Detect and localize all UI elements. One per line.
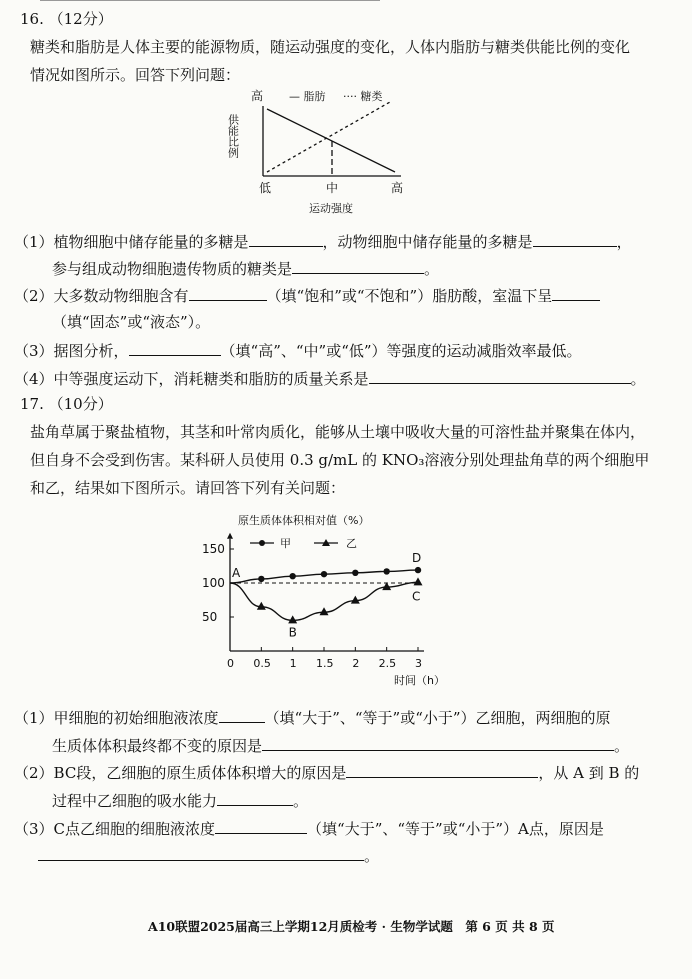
point-jia [321,571,327,577]
q16-p2-blank1[interactable] [189,286,267,301]
top-cutoff-line [40,0,380,3]
chart-title: 原生质体体积相对值（%） [238,514,370,527]
q16-p4-blank[interactable] [369,369,631,384]
point-label-b: B [288,625,297,640]
legend-label-jia: 甲 [280,537,291,550]
q16-p1-blank1[interactable] [249,232,323,247]
q16-p3-blank[interactable] [129,341,221,356]
q17-intro-line1: 盐角草属于聚盐植物，其茎和叶常肉质化，能够从土壤中吸收大量的可溶性盐并聚集在体内， [30,423,646,441]
q17-p3-blank2[interactable] [38,846,364,861]
point-jia [352,570,358,576]
y-tick-label: 150 [202,542,225,556]
q17-part1: （1）甲细胞的初始细胞液浓度 （填“大于”、“等于”或“小于”）乙细胞，两细胞的原 [14,709,611,727]
fig1-x-mid: 中 [326,181,339,195]
q17-p1-blank1[interactable] [219,708,265,723]
q16-p1-blank3[interactable] [292,259,424,274]
y-tick-label: 100 [202,576,225,590]
x-tick-label: 3 [415,657,422,670]
point-label-c: C [412,589,421,604]
q17-p2-blank1[interactable] [346,763,538,778]
point-label-a: A [232,566,241,580]
q17-part3-cont: 。 [38,846,379,865]
legend-label-yi: 乙 [346,537,357,550]
q17-p2-blank2[interactable] [217,791,293,806]
q16-p2-blank2[interactable] [552,286,600,301]
point-yi [414,577,423,585]
point-jia [258,576,264,582]
x-tick-label: 2 [352,657,360,670]
point-yi [382,582,391,590]
q17-part2-cont: 过程中乙细胞的吸水能力 。 [52,792,309,810]
q17-intro-line3: 和乙，结果如下图所示。请回答下列有关问题： [30,479,346,497]
q17-part2: （2）BC段，乙细胞的原生质体体积增大的原因是 ，从 A 到 B 的 [14,764,640,782]
point-yi [320,607,329,615]
q16-part2-cont: （填“固态”或“液态”）。 [52,313,211,331]
q16-part1-cont: 参与组成动物细胞遗传物质的糖类是 。 [52,260,440,278]
fig1-ylabel: 供能比例 [226,114,240,158]
point-jia [289,573,295,579]
q16-header: 16. （12分） [20,10,113,28]
q17-part1-cont: 生质体体积最终都不变的原因是 。 [52,737,630,755]
x-tick-label: 1.5 [316,657,334,670]
x-tick-label: 0 [227,657,234,670]
fig1-x-low: 低 [259,181,272,195]
q16-part1: （1）植物细胞中储存能量的多糖是 ，动物细胞中储存能量的多糖是 ， [14,233,632,251]
q16-part2: （2）大多数动物细胞含有 （填“饱和”或“不饱和”）脂肪酸，室温下呈 [14,286,600,305]
fig1-legend-fat: — 脂肪 [289,90,326,103]
q16-part3: （3）据图分析， （填“高”、“中”或“低”）等强度的运动减脂效率最低。 [14,342,582,360]
q16-intro-line2: 情况如图所示。回答下列问题： [30,66,241,84]
x-tick-label: 0.5 [253,657,271,670]
x-tick-label: 1 [289,657,297,670]
x-tick-label: 2.5 [378,657,397,670]
y-axis-arrow [227,533,233,539]
point-yi [288,615,297,623]
q16-p1-blank2[interactable] [533,232,617,247]
fig1-ytop-label: 高 [251,89,264,103]
point-yi [351,596,360,604]
fig1-sugar-line [267,102,390,172]
fig1-x-high: 高 [391,181,404,195]
q16-intro-line1: 糖类和脂肪是人体主要的能源物质，随运动强度的变化，人体内脂肪与糖类供能比例的变化 [30,38,631,56]
point-label-d: D [412,551,422,566]
chart-xlabel: 时间（h） [394,674,445,687]
page-footer: A10联盟2025届高三上学期12月质检考 · 生物学试题 第 6 页 共 8 页 [148,919,555,934]
fig1-fat-line [267,109,395,172]
fig1-legend-sugar: ···· 糖类 [343,90,383,103]
q17-p1-blank2[interactable] [262,736,614,751]
q16-figure [225,84,425,218]
q17-chart [190,506,460,694]
q16-part4: （4）中等强度运动下，消耗糖类和脂肪的质量关系是 。 [14,370,646,388]
q17-part3: （3）C点乙细胞的细胞液浓度 （填“大于”、“等于”或“小于”）A点，原因是 [14,820,604,838]
q17-intro-line2: 但自身不会受到伤害。某科研人员使用 0.3 g/mL 的 KNO₃溶液分别处理盐角草的两个细胞甲 [30,451,650,469]
q17-p3-blank1[interactable] [215,819,307,834]
chart-legend [250,537,357,550]
fig1-xlabel: 运动强度 [309,202,353,215]
point-jia [415,567,421,573]
point-jia [383,568,389,574]
q17-header: 17. （10分） [20,395,113,413]
y-tick-label: 50 [202,610,218,624]
